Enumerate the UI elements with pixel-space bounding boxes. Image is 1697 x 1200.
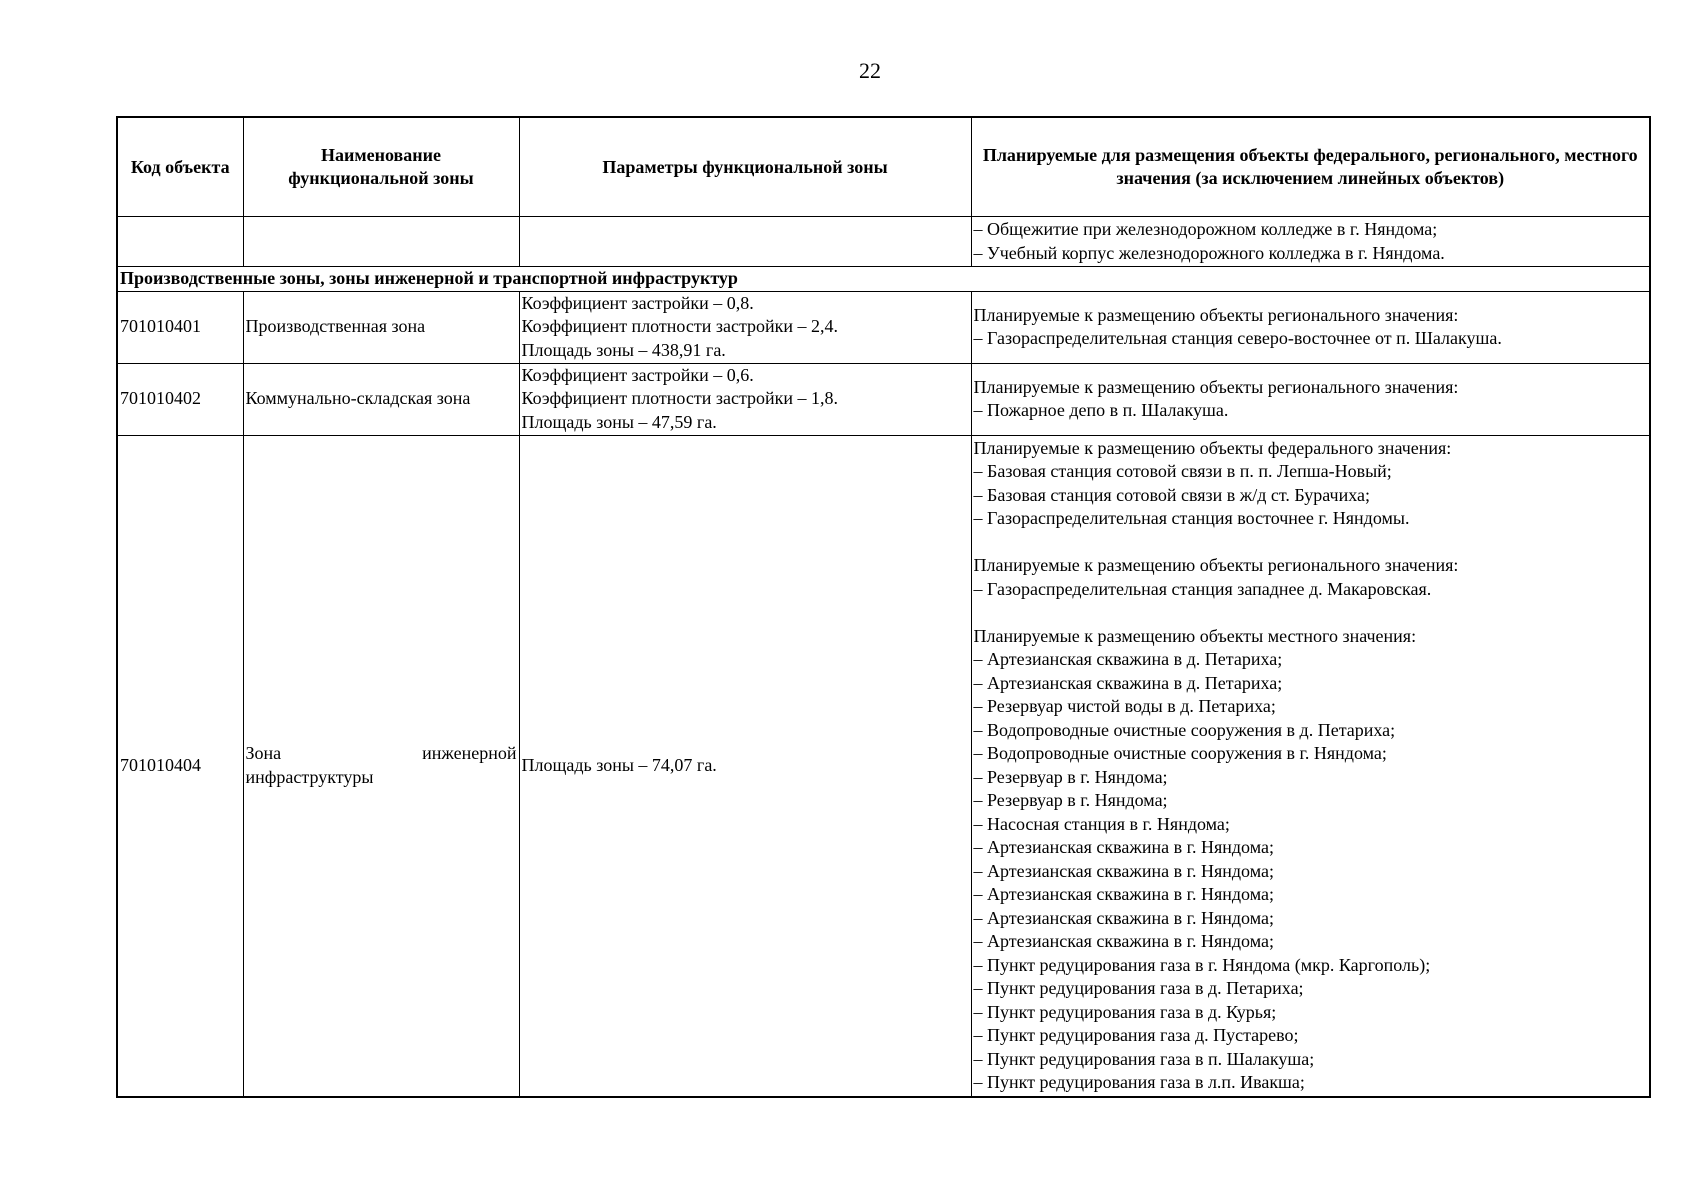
regional-objects-group [974, 554, 1648, 601]
object-line: – Пожарное депо в п. Шалакуша. [973, 400, 1229, 420]
object-line: – Водопроводные очистные сооружения в г. Няндома; [973, 743, 1387, 763]
object-line: – Базовая станция сотовой связи в п. п. Лепша-Новый; [973, 461, 1392, 481]
object-line: – Газораспределительная станция северо-восточнее от п. Шалакуша. [973, 328, 1502, 348]
object-line: – Резервуар в г. Няндома; [973, 790, 1168, 810]
page-number: 22 [859, 58, 881, 83]
functional-zones-table [116, 116, 1651, 1098]
cell-code: 701010401 [117, 291, 243, 363]
table-header-row [117, 117, 1650, 217]
object-line: – Артезианская скважина в г. Няндома; [973, 931, 1274, 951]
object-line: Планируемые к размещению объекты федерального значения: [973, 437, 1452, 458]
section-row [117, 267, 1650, 292]
object-line: Планируемые к размещению объекты регионального значения: [973, 304, 1459, 325]
local-objects-group [974, 625, 1648, 1095]
object-line: – Газораспределительная станция западнее д. Макаровская. [973, 578, 1432, 599]
section-title: Производственные зоны, зоны инженерной и транспортной инфраструктур [117, 267, 1650, 292]
cell-objects [971, 217, 1650, 267]
name-word: инфраструктуры [245, 766, 374, 787]
cell-objects [971, 291, 1650, 363]
object-line: – Пункт редуцирования газа в г. Няндома (мкр. Каргополь); [973, 954, 1431, 975]
cell-name [243, 217, 519, 267]
object-line: – Учебный корпус железнодорожного колледжа в г. Няндома. [973, 242, 1445, 263]
object-line: – Водопроводные очистные сооружения в д. Петариха; [973, 719, 1396, 740]
object-line: – Пункт редуцирования газа в п. Шалакуша; [973, 1048, 1315, 1069]
object-line: – Газораспределительная станция восточнее г. Няндомы. [973, 508, 1410, 528]
object-line: – Общежитие при железнодорожном колледже в г. Няндома; [973, 219, 1438, 239]
object-line: – Резервуар в г. Няндома; [973, 766, 1168, 787]
object-line: – Артезианская скважина в д. Петариха; [973, 672, 1283, 693]
continuation-row [117, 217, 1650, 267]
cell-objects [971, 363, 1650, 435]
object-line: – Артезианская скважина в д. Петариха; [973, 649, 1283, 669]
object-line: – Артезианская скважина в г. Няндома; [973, 860, 1274, 881]
param-line: Коэффициент плотности застройки – 2,4. [521, 316, 839, 337]
header-code: Код объекта [117, 117, 243, 217]
federal-objects-group [974, 437, 1648, 531]
object-line: Планируемые к размещению объекты регионального значения: [973, 555, 1459, 575]
object-line: – Пункт редуцирования газа в л.п. Ивакша; [973, 1072, 1305, 1092]
object-line: – Насосная станция в г. Няндома; [973, 813, 1230, 834]
cell-objects [971, 435, 1650, 1097]
object-line: – Артезианская скважина в г. Няндома; [973, 907, 1274, 928]
param-line: Коэффициент застройки – 0,8. [521, 292, 754, 313]
object-line: Планируемые к размещению объекты регионального значения: [973, 376, 1459, 397]
cell-params: Площадь зоны – 74,07 га. [519, 435, 971, 1097]
object-line: – Резервуар чистой воды в д. Петариха; [973, 696, 1276, 716]
table-row [117, 291, 1650, 363]
param-line: Площадь зоны – 47,59 га. [521, 411, 717, 432]
cell-code [117, 217, 243, 267]
cell-code: 701010402 [117, 363, 243, 435]
cell-name: Производственная зона [243, 291, 519, 363]
table-row [117, 435, 1650, 1097]
object-line: Планируемые к размещению объекты местного значения: [973, 625, 1417, 646]
cell-params [519, 363, 971, 435]
cell-params [519, 217, 971, 267]
object-line: – Базовая станция сотовой связи в ж/д ст. Бурачиха; [973, 484, 1370, 505]
table-row [117, 363, 1650, 435]
object-line: – Артезианская скважина в г. Няндома; [973, 837, 1274, 857]
object-line: – Пункт редуцирования газа д. Пустарево; [973, 1025, 1299, 1045]
name-word: Зона [245, 743, 282, 763]
param-line: Коэффициент плотности застройки – 1,8. [521, 388, 839, 409]
header-params: Параметры функциональной зоны [519, 117, 971, 217]
header-objects: Планируемые для размещения объекты федерального, регионального, местного значения (за исключением линейных объектов) [971, 117, 1650, 217]
cell-code: 701010404 [117, 435, 243, 1097]
cell-name [243, 435, 519, 1097]
name-word: инженерной [422, 743, 517, 763]
cell-name: Коммунально-складская зона [243, 363, 519, 435]
object-line: – Пункт редуцирования газа в д. Петариха; [973, 978, 1304, 998]
header-name: Наименование функциональной зоны [243, 117, 519, 217]
param-line: Площадь зоны – 438,91 га. [521, 339, 726, 360]
object-line: – Артезианская скважина в г. Няндома; [973, 884, 1274, 904]
param-line: Коэффициент застройки – 0,6. [521, 364, 754, 385]
object-line: – Пункт редуцирования газа в д. Курья; [973, 1001, 1277, 1022]
cell-params [519, 291, 971, 363]
